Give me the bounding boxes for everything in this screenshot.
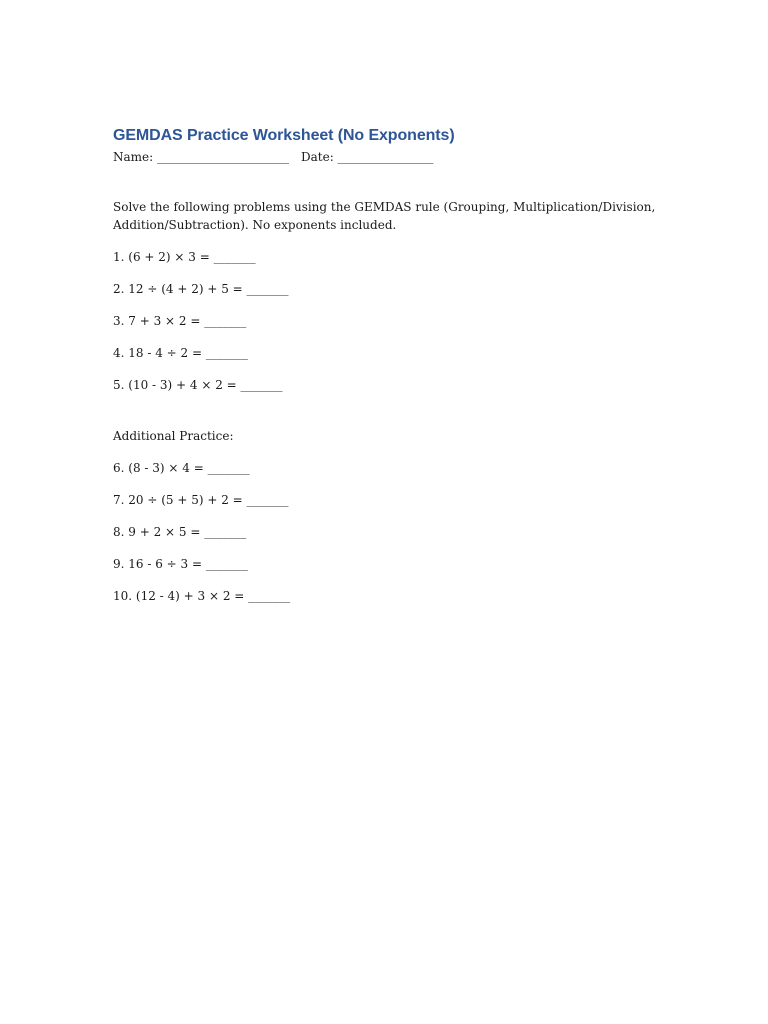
problem-item: 10. (12 - 4) + 3 × 2 = _______ [113,589,291,603]
problem-item: 2. 12 ÷ (4 + 2) + 5 = _______ [113,282,289,296]
problem-item: 9. 16 - 6 ÷ 3 = _______ [113,557,248,571]
worksheet-page [113,124,713,605]
problem-item: 8. 9 + 2 × 5 = _______ [113,525,247,539]
problem-item: 7. 20 ÷ (5 + 5) + 2 = _______ [113,493,289,507]
instructions: Solve the following problems using the GEMDAS rule (Grouping, Multiplication/Division, Addition/Subtraction). No exponents included. [113,200,656,232]
problem-item: 1. (6 + 2) × 3 = _______ [113,250,256,264]
problem-item: 5. (10 - 3) + 4 × 2 = _______ [113,378,283,392]
problem-item: 3. 7 + 3 × 2 = _______ [113,314,247,328]
additional-practice-heading: Additional Practice: [113,429,234,443]
problem-item: 6. (8 - 3) × 4 = _______ [113,461,250,475]
date-field: Date: ________________ [301,150,434,164]
name-date-line [113,148,713,166]
name-field: Name: ______________________ [113,150,289,164]
page-title: GEMDAS Practice Worksheet (No Exponents) [113,127,455,144]
problem-item: 4. 18 - 4 ÷ 2 = _______ [113,346,248,360]
